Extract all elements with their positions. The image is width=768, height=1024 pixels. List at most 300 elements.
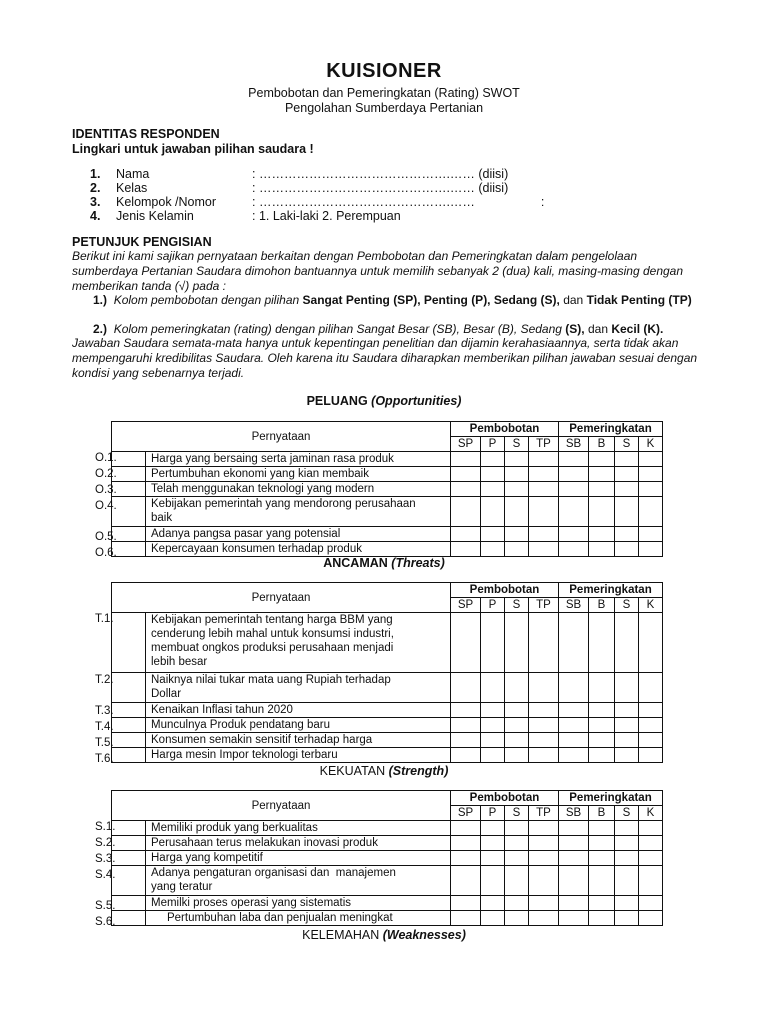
row-code: T.2. [95, 674, 114, 686]
table-row [112, 452, 663, 467]
bobot-col-header: P [481, 437, 505, 452]
section-title-italic: (Opportunities) [371, 394, 462, 408]
peluang-table [111, 421, 663, 557]
statement-cell [146, 896, 451, 911]
rank-answer-cell[interactable] [639, 866, 663, 896]
bobot-answer-cell[interactable] [451, 613, 481, 673]
bobot-answer-cell[interactable] [451, 452, 481, 467]
rank-answer-cell[interactable] [589, 497, 615, 527]
bobot-answer-cell[interactable] [451, 467, 481, 482]
rank-answer-cell[interactable] [559, 836, 589, 851]
rank-answer-cell[interactable] [589, 613, 615, 673]
bobot-answer-cell[interactable] [451, 866, 481, 896]
statement-line: Adanya pangsa pasar yang potensial [151, 528, 341, 540]
option-number: 1.) [93, 293, 108, 307]
rank-answer-cell[interactable] [589, 718, 615, 733]
bobot-answer-cell[interactable] [481, 542, 505, 557]
bobot-col-header: TP [529, 806, 559, 821]
bobot-answer-cell[interactable] [505, 542, 529, 557]
field-number: 2. [90, 180, 101, 195]
row-code: O.3. [95, 484, 117, 496]
bobot-col-header: P [481, 806, 505, 821]
rank-answer-cell[interactable] [589, 452, 615, 467]
petunjuk-closing: Jawaban Saudara semata-mata hanya untuk kepentingan penelitian dan dijamin kerahasiaannya, serta tidak akan mempengaruhi kredibilitas Saudara. Oleh karena itu Saudara diharapkan memberikan pilihan jawaban sesuai dengan kondisi yang sebenarnya terjadi. [72, 336, 698, 380]
rank-answer-cell[interactable] [615, 482, 639, 497]
bobot-col-header: S [505, 437, 529, 452]
bobot-answer-cell[interactable] [505, 866, 529, 896]
statement-line: Adanya pengaturan organisasi dan manajemen [151, 867, 396, 879]
section-title-text: KEKUATAN [319, 764, 386, 778]
rank-answer-cell[interactable] [559, 733, 589, 748]
rank-answer-cell[interactable] [559, 452, 589, 467]
rank-col-header: K [639, 598, 663, 613]
bobot-answer-cell[interactable] [529, 718, 559, 733]
bobot-answer-cell[interactable] [529, 866, 559, 896]
bobot-col-header: S [505, 806, 529, 821]
bobot-answer-cell[interactable] [481, 896, 505, 911]
bobot-answer-cell[interactable] [451, 718, 481, 733]
bobot-answer-cell[interactable] [505, 851, 529, 866]
rank-answer-cell[interactable] [559, 896, 589, 911]
rank-answer-cell[interactable] [589, 467, 615, 482]
rank-answer-cell[interactable] [615, 703, 639, 718]
field-nama[interactable] [90, 166, 508, 181]
rank-answer-cell[interactable] [589, 703, 615, 718]
rank-answer-cell[interactable] [615, 673, 639, 703]
bobot-col-header: TP [529, 437, 559, 452]
bobot-col-header: SP [451, 806, 481, 821]
rank-answer-cell[interactable] [589, 911, 615, 926]
bobot-answer-cell[interactable] [529, 733, 559, 748]
rank-answer-cell[interactable] [589, 542, 615, 557]
rank-answer-cell[interactable] [559, 482, 589, 497]
bobot-answer-cell[interactable] [451, 821, 481, 836]
identitas-instruction: Lingkari untuk jawaban pilihan saudara ! [72, 142, 314, 156]
pernyataan-header: Pernyataan [112, 422, 451, 452]
field-number: 3. [90, 194, 101, 209]
rank-col-header: S [615, 598, 639, 613]
bobot-answer-cell[interactable] [505, 821, 529, 836]
pemeringkatan-header: Pemeringkatan [559, 583, 663, 598]
row-code: S.1. [95, 821, 116, 833]
statement-line: Harga yang kompetitif [151, 852, 263, 864]
pemeringkatan-header: Pemeringkatan [559, 422, 663, 437]
rank-answer-cell[interactable] [639, 542, 663, 557]
bobot-col-header: S [505, 598, 529, 613]
rank-answer-cell[interactable] [615, 748, 639, 763]
bobot-answer-cell[interactable] [505, 467, 529, 482]
rank-col-header: S [615, 806, 639, 821]
rank-answer-cell[interactable] [559, 673, 589, 703]
statement-line: Harga mesin Impor teknologi terbaru [151, 749, 338, 761]
statement-line: baik [151, 512, 173, 524]
statement-line: lebih besar [151, 656, 208, 668]
table-row [112, 718, 663, 733]
bobot-answer-cell[interactable] [481, 748, 505, 763]
statement-line: Memiliki produk yang berkualitas [151, 822, 318, 834]
rank-answer-cell[interactable] [639, 452, 663, 467]
rank-answer-cell[interactable] [559, 467, 589, 482]
pernyataan-header: Pernyataan [112, 583, 451, 613]
rank-answer-cell[interactable] [615, 733, 639, 748]
rank-answer-cell[interactable] [559, 497, 589, 527]
rank-col-header: B [589, 598, 615, 613]
statement-cell [146, 542, 451, 557]
rank-answer-cell[interactable] [589, 527, 615, 542]
rank-answer-cell[interactable] [639, 703, 663, 718]
table-header-row [112, 791, 663, 806]
rank-answer-cell[interactable] [589, 733, 615, 748]
code-cell [112, 718, 146, 733]
identitas-heading: IDENTITAS RESPONDEN [72, 127, 220, 141]
bobot-answer-cell[interactable] [529, 542, 559, 557]
statement-cell [146, 733, 451, 748]
statement-cell [146, 703, 451, 718]
statement-line: yang teratur [151, 881, 213, 893]
bobot-answer-cell[interactable] [529, 821, 559, 836]
field-value: : 1. Laki-laki 2. Perempuan [252, 208, 401, 223]
rank-answer-cell[interactable] [639, 673, 663, 703]
table-header-row [112, 583, 663, 598]
bobot-answer-cell[interactable] [529, 703, 559, 718]
statement-line: Naiknya nilai tukar mata uang Rupiah terhadap [151, 674, 391, 686]
field-label: Kelompok /Nomor [116, 194, 217, 209]
bobot-answer-cell[interactable] [481, 497, 505, 527]
bobot-answer-cell[interactable] [481, 467, 505, 482]
row-code: T.3. [95, 705, 114, 717]
row-code: O.6. [95, 547, 117, 559]
bobot-answer-cell[interactable] [505, 497, 529, 527]
statement-cell [146, 866, 451, 896]
petunjuk-intro: Berikut ini kami sajikan pernyataan berkaitan dengan Pembobotan dan Pemeringkatan dalam pengelolaan sumberdaya Pertanian Saudara dimohon bantuannya untuk memilih sebanyak 2 (dua) kali, masing-masing dengan memberikan tanda (√) pada : [72, 249, 684, 293]
statement-line: Kenaikan Inflasi tahun 2020 [151, 704, 293, 716]
statement-line: Kebijakan pemerintah tentang harga BBM yang [151, 614, 393, 626]
bobot-answer-cell[interactable] [481, 718, 505, 733]
field-value: : ……………………………………….…… (diisi) [252, 166, 509, 181]
kekuatan-table [111, 790, 663, 926]
pembobotan-header: Pembobotan [451, 422, 559, 437]
section-title-text: ANCAMAN [323, 556, 388, 570]
code-cell [112, 836, 146, 851]
bobot-answer-cell[interactable] [505, 748, 529, 763]
rank-answer-cell[interactable] [639, 482, 663, 497]
bobot-answer-cell[interactable] [529, 497, 559, 527]
bobot-answer-cell[interactable] [451, 703, 481, 718]
bobot-answer-cell[interactable] [529, 673, 559, 703]
bobot-answer-cell[interactable] [481, 836, 505, 851]
code-cell [112, 613, 146, 673]
rank-answer-cell[interactable] [615, 527, 639, 542]
bobot-answer-cell[interactable] [505, 836, 529, 851]
bobot-answer-cell[interactable] [505, 527, 529, 542]
rank-answer-cell[interactable] [639, 733, 663, 748]
table-row [112, 836, 663, 851]
rank-answer-cell[interactable] [615, 836, 639, 851]
code-cell [112, 748, 146, 763]
statement-line: Dollar [151, 688, 182, 700]
bobot-answer-cell[interactable] [505, 911, 529, 926]
bobot-answer-cell[interactable] [481, 703, 505, 718]
bobot-answer-cell[interactable] [505, 718, 529, 733]
table-row [112, 703, 663, 718]
bobot-answer-cell[interactable] [529, 911, 559, 926]
option-text: Kolom pemeringkatan (rating) dengan pilihan Sangat Besar (SB), Besar (B), Sedang [113, 322, 562, 336]
subtitle-1: Pembobotan dan Pemeringkatan (Rating) SWOT [248, 86, 520, 100]
row-code: T.5. [95, 737, 114, 749]
rank-answer-cell[interactable] [639, 613, 663, 673]
rank-answer-cell[interactable] [559, 911, 589, 926]
bobot-answer-cell[interactable] [451, 836, 481, 851]
table-row [112, 866, 663, 896]
table-row [112, 821, 663, 836]
statement-cell [146, 527, 451, 542]
section-title-text: PELUANG [306, 394, 368, 408]
code-cell [112, 851, 146, 866]
rank-answer-cell[interactable] [559, 821, 589, 836]
field-jenis-kelamin[interactable] [90, 208, 401, 223]
table-row [112, 896, 663, 911]
field-kelompok[interactable] [90, 194, 544, 209]
pembobotan-header: Pembobotan [451, 791, 559, 806]
bobot-answer-cell[interactable] [451, 527, 481, 542]
bobot-answer-cell[interactable] [451, 482, 481, 497]
bobot-answer-cell[interactable] [529, 452, 559, 467]
rank-answer-cell[interactable] [615, 896, 639, 911]
rank-answer-cell[interactable] [639, 821, 663, 836]
rank-answer-cell[interactable] [615, 452, 639, 467]
section-title-italic: (Weaknesses) [382, 928, 466, 942]
bobot-col-header: SP [451, 437, 481, 452]
rank-col-header: SB [559, 806, 589, 821]
rank-col-header: K [639, 806, 663, 821]
section-title-kelemahan [0, 928, 768, 942]
field-label: Jenis Kelamin [116, 208, 194, 223]
rank-answer-cell[interactable] [615, 497, 639, 527]
table-row [112, 733, 663, 748]
bobot-answer-cell[interactable] [481, 866, 505, 896]
bobot-answer-cell[interactable] [451, 542, 481, 557]
row-code: S.5. [95, 900, 116, 912]
bobot-answer-cell[interactable] [505, 452, 529, 467]
bobot-answer-cell[interactable] [505, 482, 529, 497]
rank-answer-cell[interactable] [589, 866, 615, 896]
row-code: S.6. [95, 916, 116, 928]
field-value: : ……………………………………….…… : [252, 194, 545, 209]
bobot-answer-cell[interactable] [529, 748, 559, 763]
rank-answer-cell[interactable] [615, 542, 639, 557]
field-kelas[interactable] [90, 180, 508, 195]
field-number: 4. [90, 208, 101, 223]
statement-cell [146, 851, 451, 866]
statement-line: Munculnya Produk pendatang baru [151, 719, 331, 731]
ancaman-table [111, 582, 663, 763]
bobot-answer-cell[interactable] [505, 673, 529, 703]
rank-answer-cell[interactable] [559, 527, 589, 542]
rank-answer-cell[interactable] [589, 896, 615, 911]
option-bold: (S), [565, 322, 585, 336]
statement-line: Harga yang bersaing serta jaminan rasa produk [151, 453, 394, 465]
section-title-peluang [0, 394, 768, 408]
bobot-answer-cell[interactable] [529, 896, 559, 911]
statement-cell [146, 748, 451, 763]
rank-answer-cell[interactable] [615, 613, 639, 673]
rank-answer-cell[interactable] [639, 836, 663, 851]
page-title: KUISIONER [326, 60, 442, 82]
statement-line: Kepercayaan konsumen terhadap produk [151, 543, 362, 555]
rank-col-header: S [615, 437, 639, 452]
rank-answer-cell[interactable] [589, 836, 615, 851]
section-title-kekuatan [0, 764, 768, 778]
row-code: O.5. [95, 531, 117, 543]
statement-cell [146, 613, 451, 673]
table-row [112, 467, 663, 482]
statement-cell [146, 911, 451, 926]
section-title-text: KELEMAHAN [302, 928, 380, 942]
rank-answer-cell[interactable] [589, 821, 615, 836]
statement-line: Memilki proses operasi yang sistematis [151, 897, 352, 909]
option-bold-2: Kecil (K). [611, 322, 664, 336]
bobot-answer-cell[interactable] [451, 733, 481, 748]
option-bold-2: Tidak Penting (TP) [586, 293, 692, 307]
bobot-answer-cell[interactable] [505, 703, 529, 718]
table-row [112, 482, 663, 497]
rank-answer-cell[interactable] [615, 718, 639, 733]
statement-cell [146, 452, 451, 467]
code-cell [112, 703, 146, 718]
bobot-answer-cell[interactable] [529, 527, 559, 542]
statement-cell [146, 836, 451, 851]
bobot-answer-cell[interactable] [451, 896, 481, 911]
table-row [112, 613, 663, 673]
row-code: T.6. [95, 753, 114, 765]
rank-answer-cell[interactable] [639, 896, 663, 911]
bobot-answer-cell[interactable] [505, 613, 529, 673]
row-code: O.4. [95, 500, 117, 512]
rank-answer-cell[interactable] [559, 866, 589, 896]
rank-answer-cell[interactable] [589, 851, 615, 866]
bobot-answer-cell[interactable] [451, 851, 481, 866]
rank-answer-cell[interactable] [589, 748, 615, 763]
section-title-italic: (Strength) [388, 764, 449, 778]
bobot-answer-cell[interactable] [505, 896, 529, 911]
rank-answer-cell[interactable] [559, 703, 589, 718]
statement-line: membuat ongkos produksi perusahaan menjadi [151, 642, 394, 654]
rank-answer-cell[interactable] [639, 748, 663, 763]
rank-answer-cell[interactable] [559, 748, 589, 763]
bobot-answer-cell[interactable] [529, 482, 559, 497]
field-value: : ……………………………………….…… (diisi) [252, 180, 509, 195]
rank-answer-cell[interactable] [559, 851, 589, 866]
table-row [112, 748, 663, 763]
rank-answer-cell[interactable] [639, 851, 663, 866]
field-label: Kelas [116, 180, 148, 195]
bobot-answer-cell[interactable] [529, 467, 559, 482]
pemeringkatan-header: Pemeringkatan [559, 791, 663, 806]
row-code: S.2. [95, 837, 116, 849]
bobot-answer-cell[interactable] [451, 911, 481, 926]
statement-cell [146, 467, 451, 482]
rank-answer-cell[interactable] [615, 851, 639, 866]
code-cell [112, 866, 146, 896]
code-cell [112, 733, 146, 748]
rank-col-header: SB [559, 437, 589, 452]
bobot-answer-cell[interactable] [505, 733, 529, 748]
bobot-answer-cell[interactable] [481, 851, 505, 866]
rank-answer-cell[interactable] [615, 467, 639, 482]
table-row [112, 542, 663, 557]
petunjuk-option-1 [93, 293, 698, 308]
bobot-answer-cell[interactable] [529, 851, 559, 866]
bobot-answer-cell[interactable] [481, 482, 505, 497]
bobot-answer-cell[interactable] [481, 911, 505, 926]
table-row [112, 673, 663, 703]
table-header-row [112, 422, 663, 437]
rank-col-header: K [639, 437, 663, 452]
bobot-answer-cell[interactable] [451, 673, 481, 703]
statement-line: Telah menggunakan teknologi yang modern [151, 483, 375, 495]
option-bold: Sangat Penting (SP), Penting (P), Sedang (S), [302, 293, 560, 307]
rank-answer-cell[interactable] [639, 718, 663, 733]
bobot-answer-cell[interactable] [529, 836, 559, 851]
rank-answer-cell[interactable] [615, 821, 639, 836]
statement-line: cenderung lebih mahal untuk konsumsi industri, [151, 628, 394, 640]
option-number: 2.) [93, 322, 108, 336]
rank-answer-cell[interactable] [639, 911, 663, 926]
rank-answer-cell[interactable] [559, 718, 589, 733]
bobot-answer-cell[interactable] [481, 452, 505, 467]
rank-col-header: B [589, 806, 615, 821]
subtitle-2: Pengolahan Sumberdaya Pertanian [284, 101, 484, 115]
statement-cell [146, 482, 451, 497]
rank-answer-cell[interactable] [589, 673, 615, 703]
statement-line: Pertumbuhan ekonomi yang kian membaik [151, 468, 369, 480]
row-code: S.3. [95, 853, 116, 865]
row-code: S.4. [95, 869, 116, 881]
bobot-answer-cell[interactable] [481, 821, 505, 836]
option-and: dan [587, 322, 608, 336]
row-code: T.4. [95, 721, 114, 733]
bobot-answer-cell[interactable] [481, 613, 505, 673]
option-text: Kolom pembobotan dengan pilihan [113, 293, 300, 307]
bobot-answer-cell[interactable] [451, 497, 481, 527]
field-label: Nama [116, 166, 150, 181]
rank-answer-cell[interactable] [639, 497, 663, 527]
rank-answer-cell[interactable] [615, 911, 639, 926]
table-row [112, 527, 663, 542]
bobot-answer-cell[interactable] [529, 613, 559, 673]
rank-answer-cell[interactable] [639, 467, 663, 482]
bobot-answer-cell[interactable] [451, 748, 481, 763]
bobot-col-header: TP [529, 598, 559, 613]
section-title-ancaman [0, 556, 768, 570]
bobot-answer-cell[interactable] [481, 733, 505, 748]
rank-answer-cell[interactable] [589, 482, 615, 497]
statement-line: Perusahaan terus melakukan inovasi produk [151, 837, 378, 849]
bobot-col-header: SP [451, 598, 481, 613]
option-and: dan [563, 293, 584, 307]
section-title-italic: (Threats) [391, 556, 445, 570]
rank-col-header: B [589, 437, 615, 452]
rank-answer-cell[interactable] [615, 866, 639, 896]
bobot-answer-cell[interactable] [481, 673, 505, 703]
row-code: O.2. [95, 468, 117, 480]
code-cell [112, 821, 146, 836]
row-code: O.1. [95, 452, 117, 464]
rank-answer-cell[interactable] [559, 613, 589, 673]
rank-answer-cell[interactable] [559, 542, 589, 557]
bobot-answer-cell[interactable] [481, 527, 505, 542]
rank-answer-cell[interactable] [639, 527, 663, 542]
